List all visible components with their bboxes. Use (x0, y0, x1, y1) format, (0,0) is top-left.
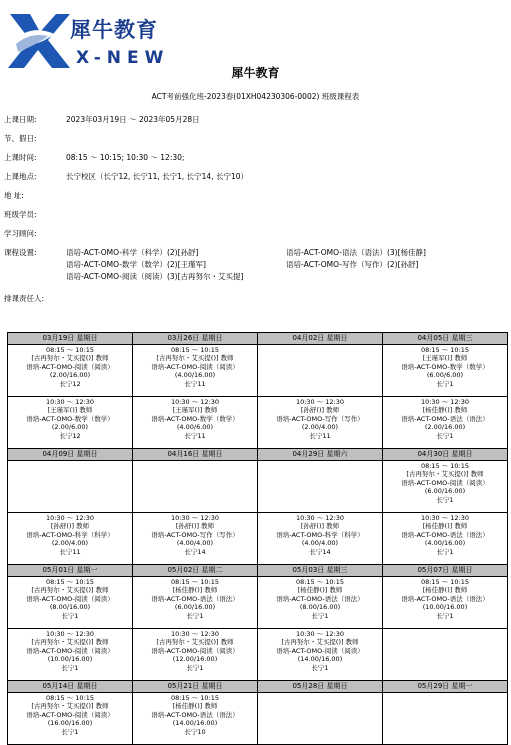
lesson-line: 长宁12 (59, 431, 81, 440)
slot-row-am (8, 693, 508, 745)
lesson-line: [孙舒()] 教师 (175, 522, 215, 531)
schedule-cell (258, 693, 383, 745)
lesson-line: (4.00/16.00) (174, 371, 216, 380)
lesson-line: (8.00/16.00) (299, 603, 341, 612)
lesson-block (133, 345, 257, 388)
schedule-cell (258, 461, 383, 513)
lesson-line: (14.00/16.00) (172, 719, 218, 728)
lesson-line: 语培-ACT-OMO-科学（科学） (26, 530, 114, 539)
date-header-row (8, 565, 508, 577)
brand-latin: X-NEW (76, 48, 170, 68)
lesson-line: 08:15 ～ 10:15 (295, 578, 345, 586)
schedule-cell (258, 577, 383, 629)
lesson-line: 长宁1 (61, 727, 79, 736)
lesson-line: [孙舒()] 教师 (300, 522, 340, 531)
lesson-line: 08:15 ～ 10:15 (45, 346, 95, 354)
course-item: 语培-ACT-OMO-写作（写作）(2)[孙舒] (286, 260, 419, 269)
lesson-line: 长宁11 (184, 379, 206, 388)
schedule-cell (8, 629, 133, 681)
info-row (4, 190, 66, 202)
lesson-block (133, 513, 257, 556)
schedule-cell (383, 629, 508, 681)
slot-row-pm (8, 513, 508, 565)
lesson-line: [古再努尔・艾买提()] 教师 (156, 638, 234, 647)
lesson-block (258, 693, 382, 694)
lesson-line: 10:30 ～ 12:30 (170, 630, 220, 638)
lesson-line: 长宁11 (59, 547, 81, 556)
date-header: 05月29日 星期一 (383, 681, 508, 693)
page-title: 犀牛教育 (231, 66, 280, 80)
lesson-line: (10.00/16.00) (422, 603, 468, 612)
lesson-block (383, 577, 507, 620)
lesson-block (383, 461, 507, 504)
date-header: 04月09日 星期日 (8, 449, 133, 461)
lesson-line: [杨佳静()] 教师 (172, 702, 218, 711)
schedule-cell (133, 577, 258, 629)
lesson-line: [杨佳静()] 教师 (172, 586, 218, 595)
lesson-line: [古再努尔・艾买提()] 教师 (281, 638, 359, 647)
lesson-block (8, 629, 132, 672)
course-item: 语培-ACT-OMO-阅读（阅读）(3)[古再努尔・艾买提] (66, 272, 244, 281)
date-header: 05月21日 星期日 (133, 681, 258, 693)
lesson-block (8, 513, 132, 556)
lesson-line: 长宁1 (436, 495, 454, 504)
lesson-line: (8.00/16.00) (49, 603, 91, 612)
lesson-line: 08:15 ～ 10:15 (420, 462, 470, 470)
slot-row-pm (8, 629, 508, 681)
lesson-line: [古再努尔・艾买提()] 教师 (31, 354, 109, 363)
lesson-line: 语培-ACT-OMO-数学（数学） (151, 414, 239, 423)
lesson-block (133, 577, 257, 620)
lesson-line: [古再努尔・艾买提()] 教师 (406, 470, 484, 479)
lesson-line: 10:30 ～ 12:30 (420, 398, 470, 406)
lesson-line: (2.00/16.00) (424, 423, 466, 432)
lesson-line: 语培-ACT-OMO-阅读（阅读） (276, 646, 364, 655)
lesson-block (8, 397, 132, 440)
lesson-line: [杨佳静()] 教师 (422, 522, 468, 531)
schedule-cell (133, 693, 258, 745)
lesson-line: 长宁1 (311, 663, 329, 672)
lesson-line: 长宁10 (184, 727, 206, 736)
lesson-line: (16.00/16.00) (47, 719, 93, 728)
course-item: 语培-ACT-OMO-科学（科学）(2)[孙舒] (66, 248, 199, 257)
lesson-line: [古再努尔・艾买提()] 教师 (31, 702, 109, 711)
schedule-cell (383, 513, 508, 565)
info-label: 地 址: (4, 191, 24, 200)
lesson-line: 语培-ACT-OMO-阅读（阅读） (26, 362, 114, 371)
lesson-line: 长宁14 (309, 547, 331, 556)
lesson-line: 语培-ACT-OMO-语法（语法） (401, 414, 489, 423)
lesson-line: (14.00/16.00) (297, 655, 343, 664)
lesson-line: 语培-ACT-OMO-阅读（阅读） (26, 710, 114, 719)
lesson-line: 长宁1 (61, 611, 79, 620)
lesson-block (133, 629, 257, 672)
lesson-line: (12.00/16.00) (172, 655, 218, 664)
info-row (4, 133, 66, 145)
staff-label: 排课责任人: (4, 294, 45, 303)
info-value: 长宁校区（长宁12, 长宁11, 长宁1, 长宁14, 长宁10） (66, 172, 249, 181)
lesson-block (258, 345, 382, 346)
lesson-block (133, 397, 257, 440)
lesson-line: 08:15 ～ 10:15 (170, 578, 220, 586)
schedule-cell (383, 345, 508, 397)
course-item: 语培-ACT-OMO-数学（数学）(2)[王瑾军] (66, 260, 206, 269)
date-header: 05月07日 星期日 (383, 565, 508, 577)
lesson-line: 长宁11 (309, 431, 331, 440)
schedule-cell (258, 345, 383, 397)
schedule-cell (258, 629, 383, 681)
lesson-block (133, 693, 257, 736)
lesson-line: 长宁1 (436, 611, 454, 620)
lesson-line: [杨佳静()] 教师 (422, 586, 468, 595)
lesson-block (258, 397, 382, 440)
lesson-block (383, 629, 507, 630)
date-header: 04月16日 星期日 (133, 449, 258, 461)
info-label: 班级学员: (4, 210, 37, 219)
date-header: 04月29日 星期六 (258, 449, 383, 461)
date-header-row (8, 681, 508, 693)
lesson-block (383, 693, 507, 694)
lesson-line: 长宁1 (186, 611, 204, 620)
lesson-line: 长宁14 (184, 547, 206, 556)
lesson-block (133, 461, 257, 462)
slot-row-am (8, 577, 508, 629)
info-row (4, 228, 66, 240)
lesson-line: (2.00/16.00) (49, 371, 91, 380)
lesson-line: 语培-ACT-OMO-语法（语法） (276, 594, 364, 603)
lesson-block (258, 577, 382, 620)
schedule-cell (383, 461, 508, 513)
lesson-line: 长宁11 (184, 431, 206, 440)
date-header: 03月19日 星期日 (8, 333, 133, 345)
lesson-block (8, 693, 132, 736)
lesson-line: 10:30 ～ 12:30 (295, 398, 345, 406)
date-header: 04月30日 星期日 (383, 449, 508, 461)
date-header-row (8, 449, 508, 461)
lesson-line: [王瑾军()] 教师 (47, 406, 93, 415)
lesson-line: 长宁1 (436, 379, 454, 388)
lesson-line: 语培-ACT-OMO-语法（语法） (151, 710, 239, 719)
lesson-line: 08:15 ～ 10:15 (45, 694, 95, 702)
date-header: 05月02日 星期二 (133, 565, 258, 577)
schedule-cell (258, 397, 383, 449)
schedule-grid (7, 332, 508, 745)
lesson-line: 语培-ACT-OMO-数学（数学） (401, 362, 489, 371)
lesson-line: 10:30 ～ 12:30 (295, 514, 345, 522)
lesson-line: [王瑾军()] 教师 (422, 354, 468, 363)
slot-row-pm (8, 397, 508, 449)
lesson-line: [孙舒()] 教师 (300, 406, 340, 415)
lesson-line: 语培-ACT-OMO-写作（写作） (151, 530, 239, 539)
lesson-line: [杨佳静()] 教师 (297, 586, 343, 595)
lesson-line: (6.00/16.00) (424, 487, 466, 496)
lesson-line: 08:15 ～ 10:15 (420, 578, 470, 586)
lesson-line: 语培-ACT-OMO-语法（语法） (151, 594, 239, 603)
info-label: 节、假日: (4, 134, 37, 143)
lesson-line: 语培-ACT-OMO-阅读（阅读） (151, 646, 239, 655)
schedule-cell (133, 513, 258, 565)
schedule-cell (383, 693, 508, 745)
lesson-line: (4.00/4.00) (176, 539, 214, 548)
info-row (4, 114, 200, 126)
lesson-block (258, 513, 382, 556)
lesson-block (8, 577, 132, 620)
lesson-line: 语培-ACT-OMO-阅读（阅读） (26, 594, 114, 603)
lesson-line: [古再努尔・艾买提()] 教师 (31, 586, 109, 595)
lesson-line: (6.00/6.00) (426, 371, 464, 380)
staff-row (4, 293, 66, 305)
lesson-line: 语培-ACT-OMO-阅读（阅读） (26, 646, 114, 655)
lesson-line: 语培-ACT-OMO-数学（数学） (26, 414, 114, 423)
info-row (4, 171, 248, 183)
lesson-line: [王瑾军()] 教师 (172, 406, 218, 415)
lesson-line: 10:30 ～ 12:30 (420, 514, 470, 522)
lesson-line: 08:15 ～ 10:15 (420, 346, 470, 354)
lesson-line: 长宁1 (61, 663, 79, 672)
schedule-cell (133, 629, 258, 681)
info-row (4, 209, 66, 221)
schedule-cell (133, 397, 258, 449)
info-label: 上课日期: (4, 115, 37, 124)
info-value: 2023年03月19日 ～ 2023年05月28日 (66, 115, 200, 124)
lesson-line: 语培-ACT-OMO-语法（语法） (401, 530, 489, 539)
schedule-cell (383, 577, 508, 629)
date-header: 05月03日 星期三 (258, 565, 383, 577)
lesson-line: 10:30 ～ 12:30 (45, 514, 95, 522)
schedule-cell (8, 693, 133, 745)
lesson-line: 语培-ACT-OMO-科学（科学） (276, 530, 364, 539)
lesson-line: 10:30 ～ 12:30 (45, 398, 95, 406)
lesson-line: (2.00/4.00) (51, 539, 89, 548)
lesson-line: 10:30 ～ 12:30 (45, 630, 95, 638)
schedule-cell (133, 461, 258, 513)
lesson-line: 长宁1 (186, 663, 204, 672)
course-item: 语培-ACT-OMO-语法（语法）(3)[杨佳静] (286, 248, 426, 257)
lesson-block (383, 345, 507, 388)
date-header: 05月14日 星期日 (8, 681, 133, 693)
slot-row-am (8, 345, 508, 397)
lesson-line: 长宁12 (59, 379, 81, 388)
lesson-line: [古再努尔・艾买提()] 教师 (31, 638, 109, 647)
schedule-cell (133, 345, 258, 397)
date-header-row (8, 333, 508, 345)
info-row (4, 152, 184, 164)
date-header: 05月01日 星期一 (8, 565, 133, 577)
lesson-line: 10:30 ～ 12:30 (170, 514, 220, 522)
schedule-cell (8, 577, 133, 629)
lesson-line: (4.00/6.00) (176, 423, 214, 432)
lesson-line: (2.00/6.00) (51, 423, 89, 432)
lesson-line: 语培-ACT-OMO-阅读（阅读） (151, 362, 239, 371)
slot-row-am (8, 461, 508, 513)
lesson-block (8, 461, 132, 462)
schedule-cell (8, 345, 133, 397)
info-value: 08:15 ～ 10:15; 10:30 ～ 12:30; (66, 153, 185, 162)
lesson-line: (4.00/4.00) (301, 539, 339, 548)
lesson-line: (6.00/16.00) (174, 603, 216, 612)
brand-name: 犀牛教育 (70, 18, 158, 42)
lesson-block (383, 397, 507, 440)
lesson-line: [古再努尔・艾买提()] 教师 (156, 354, 234, 363)
lesson-line: 语培-ACT-OMO-写作（写作） (276, 414, 364, 423)
info-label: 上课时间: (4, 153, 37, 162)
lesson-line: 08:15 ～ 10:15 (45, 578, 95, 586)
date-header: 03月26日 星期日 (133, 333, 258, 345)
page-subtitle: ACT考前强化班-2023春(01XH04230306-0002) 班级课程表 (151, 92, 360, 101)
info-label: 学习顾问: (4, 229, 37, 238)
lesson-line: 长宁1 (436, 547, 454, 556)
lesson-block (258, 629, 382, 672)
lesson-line: 08:15 ～ 10:15 (170, 346, 220, 354)
lesson-block (258, 461, 382, 462)
lesson-line: 语培-ACT-OMO-阅读（阅读） (401, 478, 489, 487)
lesson-line: [杨佳静()] 教师 (422, 406, 468, 415)
date-header: 04月05日 星期三 (383, 333, 508, 345)
date-header: 05月28日 星期日 (258, 681, 383, 693)
lesson-line: (10.00/16.00) (47, 655, 93, 664)
schedule-cell (8, 513, 133, 565)
schedule-cell (8, 397, 133, 449)
lesson-block (8, 345, 132, 388)
lesson-line: (4.00/16.00) (424, 539, 466, 548)
courses-label: 课程设置: (4, 248, 37, 257)
lesson-line: 10:30 ～ 12:30 (295, 630, 345, 638)
lesson-line: [孙舒()] 教师 (50, 522, 90, 531)
lesson-block (383, 513, 507, 556)
info-label: 上课地点: (4, 172, 37, 181)
schedule-cell (8, 461, 133, 513)
lesson-line: (2.00/4.00) (301, 423, 339, 432)
lesson-line: 语培-ACT-OMO-语法（语法） (401, 594, 489, 603)
lesson-line: 长宁1 (311, 611, 329, 620)
schedule-cell (258, 513, 383, 565)
schedule-cell (383, 397, 508, 449)
rhino-x-logo-icon (4, 10, 72, 72)
date-header: 04月02日 星期日 (258, 333, 383, 345)
lesson-line: 10:30 ～ 12:30 (170, 398, 220, 406)
lesson-line: 08:15 ～ 10:15 (170, 694, 220, 702)
lesson-line: 长宁1 (436, 431, 454, 440)
